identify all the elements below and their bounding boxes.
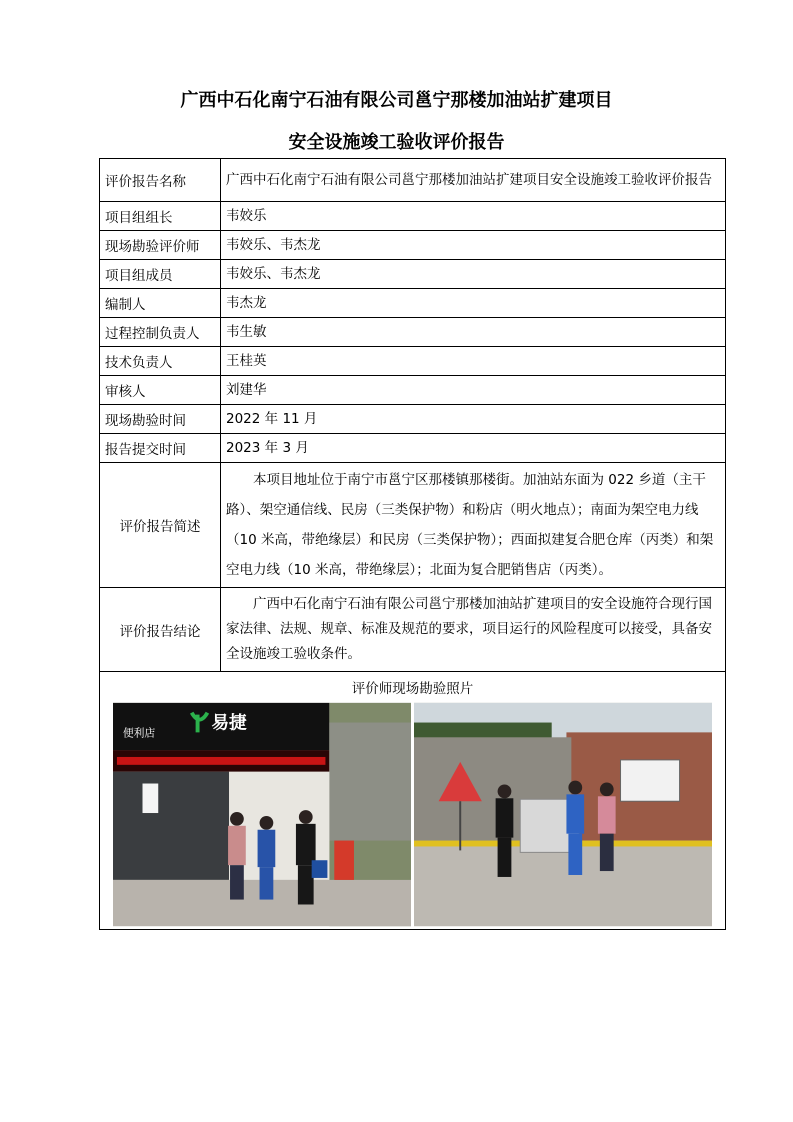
conclusion-label: 评价报告结论	[100, 588, 221, 672]
table-row	[100, 588, 726, 672]
table-row	[100, 672, 726, 930]
row-label: 现场勘验评价师	[100, 231, 221, 260]
summary-label: 评价报告简述	[100, 463, 221, 588]
photo-section	[100, 672, 726, 930]
site-assessor-value: 韦姣乐、韦杰龙	[221, 231, 726, 260]
row-label: 审核人	[100, 376, 221, 405]
table-row	[100, 202, 726, 231]
document-title: 广西中石化南宁石油有限公司邕宁那楼加油站扩建项目	[180, 90, 613, 111]
table-row	[100, 231, 726, 260]
report-info-table	[99, 158, 726, 930]
person-4	[496, 784, 514, 876]
store-glass	[113, 771, 229, 879]
table-row	[100, 260, 726, 289]
ground	[414, 845, 712, 926]
photo-caption: 评价师现场勘验照片	[351, 680, 474, 697]
table-row	[100, 405, 726, 434]
row-label: 过程控制负责人	[100, 318, 221, 347]
team-members-value: 韦姣乐、韦杰龙	[221, 260, 726, 289]
row-label: 现场勘验时间	[100, 405, 221, 434]
tech-lead-value: 王桂英	[221, 347, 726, 376]
fire-extinguisher-cart	[334, 840, 354, 879]
row-label: 项目组组长	[100, 202, 221, 231]
conclusion-text: 广西中石化南宁石油有限公司邕宁那楼加油站扩建项目的安全设施符合现行国家法律、法规、规章、标准及规范的要求，项目运行的风险程度可以接受，具备安全设施竣工验收条件。	[221, 588, 726, 672]
report-name-value: 广西中石化南宁石油有限公司邕宁那楼加油站扩建项目安全设施竣工验收评价报告	[221, 159, 726, 202]
row-label: 技术负责人	[100, 347, 221, 376]
table-row	[100, 347, 726, 376]
table-row	[100, 376, 726, 405]
row-label: 项目组成员	[100, 260, 221, 289]
submission-date-value: 2023 年 3 月	[221, 434, 726, 463]
team-leader-value: 韦姣乐	[221, 202, 726, 231]
table-row	[100, 159, 726, 202]
table-row	[100, 318, 726, 347]
row-label: 报告提交时间	[100, 434, 221, 463]
photo-row	[105, 698, 720, 928]
table-row	[100, 434, 726, 463]
person-5	[566, 780, 584, 874]
summary-text: 本项目地址位于南宁市邕宁区那楼镇那楼街。加油站东面为 022 乡道（主干路）、架空通信线、民房（三类保护物）和粉店（明火地点）；南面为架空电力线（10 米高，带绝缘层）和民房（三类保护物）；西面拟建复合肥仓库（丙类）和架空电力线（10 米高，带绝缘层）；北面为复合肥销售店（丙类）。	[221, 463, 726, 588]
table-row	[100, 463, 726, 588]
site-photo-tank-area	[414, 701, 712, 928]
row-label: 编制人	[100, 289, 221, 318]
reviewer-value: 刘建华	[221, 376, 726, 405]
site-visit-date-value: 2022 年 11 月	[221, 405, 726, 434]
compiler-value: 韦杰龙	[221, 289, 726, 318]
notice-board	[621, 759, 680, 800]
site-photo-store-front	[113, 701, 411, 928]
table-row	[100, 289, 726, 318]
document-subtitle: 安全设施竣工验收评价报告	[288, 132, 505, 153]
store-sign-text: 便利店	[122, 725, 156, 739]
row-label: 评价报告名称	[100, 159, 221, 202]
process-control-value: 韦生敏	[221, 318, 726, 347]
brand-sign-text: 易捷	[211, 712, 247, 733]
